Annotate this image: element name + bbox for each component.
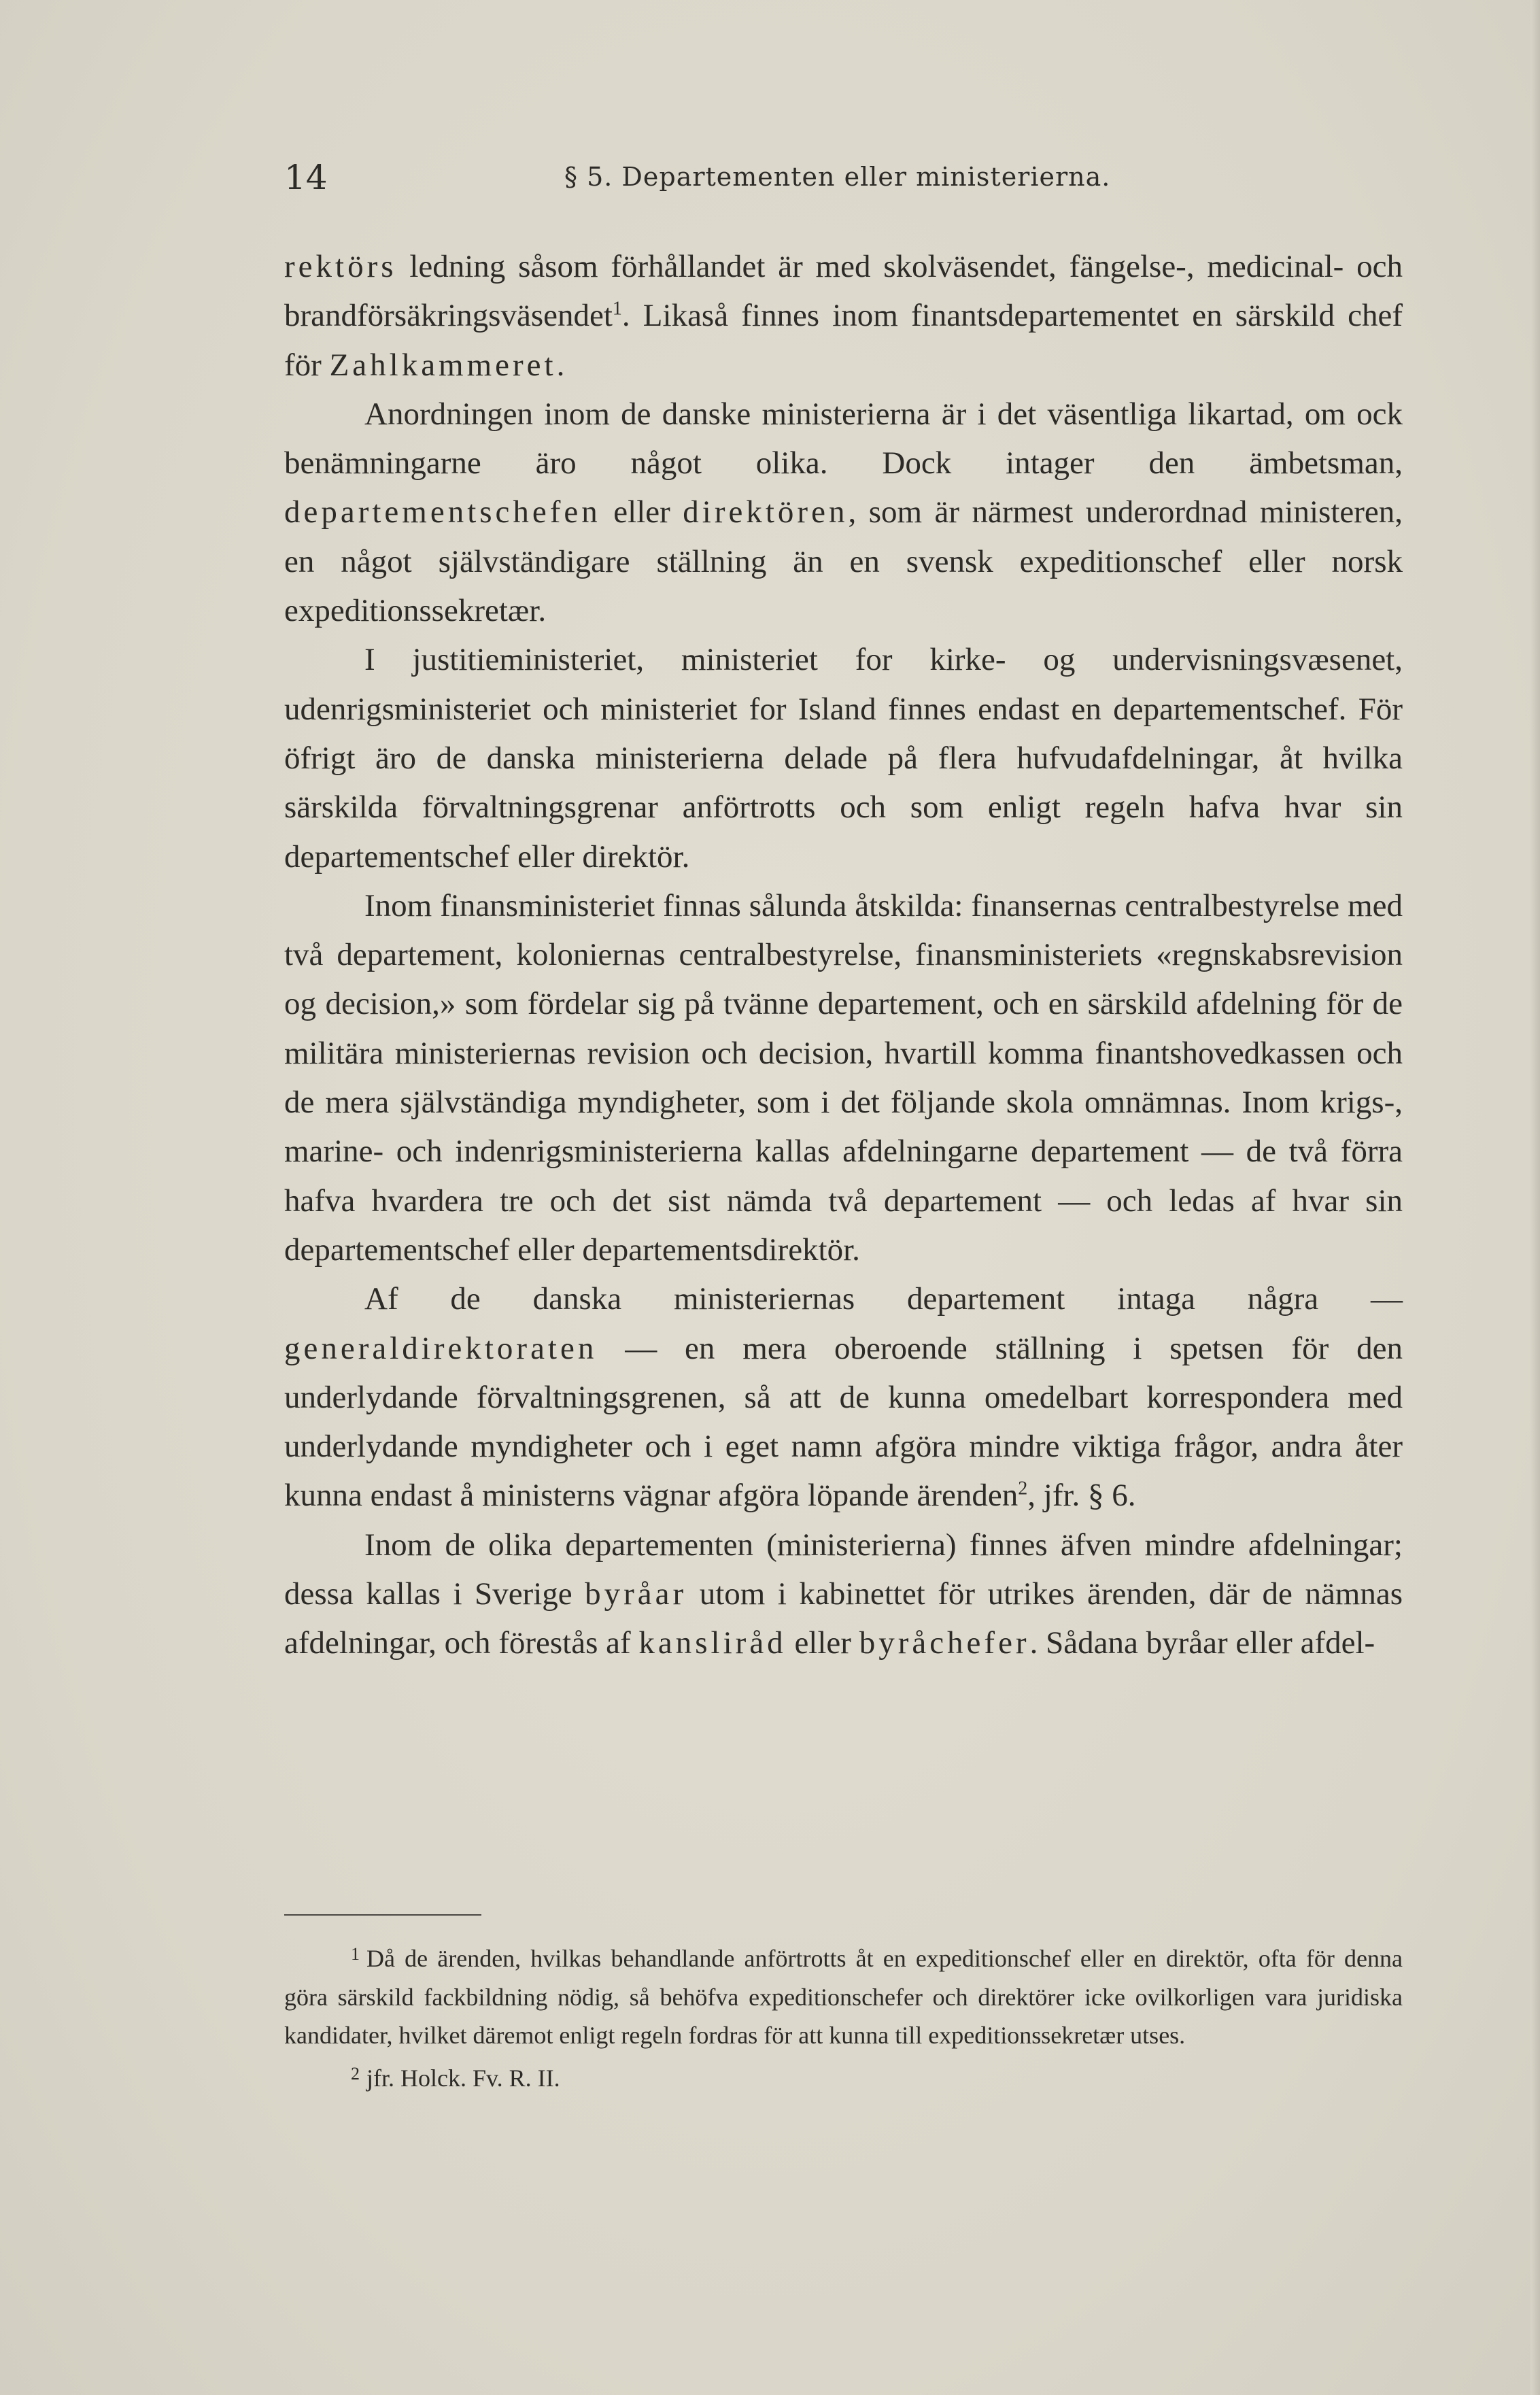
footnote-number: 2 xyxy=(351,2063,360,2084)
paragraph-3: I justitieministeriet, ministeriet for kirke- og undervisningsvæsenet, udenrigsministeriet och ministeriet for Island finnes endast en departementschef. För öfrigt äro de danska ministerierna delade på flera hufvudafdelningar, åt hvilka särskilda förvaltningsgrenar anförtrotts och som enligt regeln hafva hvar sin departementschef eller direktör. xyxy=(284,642,1403,874)
body-text xyxy=(284,242,1403,1668)
spaced-word: byråchefer xyxy=(859,1625,1030,1661)
footnote-1 xyxy=(284,1935,1403,2055)
text-run: eller xyxy=(600,494,683,530)
spaced-word: direktören xyxy=(683,494,849,530)
text-run: ledning såsom förhållandet är med skolväsendet, fängelse-, medicinal- och brandförsäkringsväsendet xyxy=(284,249,1403,334)
text-run: utom i kabinettet för utrikes ärenden, där de nämnas afdelningar, och förestås af xyxy=(284,1576,1403,1661)
paragraph-5 xyxy=(284,1274,1403,1520)
text-run: . Sådana byråar eller afdel- xyxy=(1029,1625,1375,1661)
footnote-text: Då de ärenden, hvilkas behandlande anförtrotts åt en expeditionschef eller en direktör, ofta för denna göra särskild fackbildning nödig, så behöfva expeditionschefer och direktörer icke ovilkorligen vara juridiska kandidater, hvilket däremot enligt regeln fordras för att kunna till expeditionssekretær utses. xyxy=(284,1945,1403,2049)
footnote-ref: 1 xyxy=(612,298,622,320)
page-number: 14 xyxy=(284,158,328,197)
text-run: Af de danska ministeriernas departement intaga några — xyxy=(364,1281,1403,1317)
spaced-word: kansliråd xyxy=(638,1625,787,1661)
footnote-text: jfr. Holck. Fv. R. II. xyxy=(366,2064,560,2092)
paragraph-2 xyxy=(284,390,1403,635)
footnote-number: 1 xyxy=(351,1944,360,1964)
text-run: Anordningen inom de danske ministerierna är i det väsentliga likartad, om ock benämningarne äro något olika. Dock intager den ämbetsman, xyxy=(284,396,1403,481)
spaced-word: generaldirektoraten xyxy=(284,1330,598,1366)
text-run: , jfr. § 6. xyxy=(1027,1478,1136,1514)
text-run: . Likaså finnes inom finantsdepartementet en särskild chef för xyxy=(284,298,1403,383)
paragraph-4: Inom finansministeriet finnas sålunda åtskilda: finansernas centralbestyrelse med två departement, koloniernas centralbestyrelse, finansministeriets «regnskabsrevision og decision,» som fördelar sig på tvänne departement, och en särskild afdelning för de militära ministeriernas revision och decision, hvartill komma finantshovedkassen och de mera självständiga myndigheter, som i det följande skola omnämnas. Inom krigs-, marine- och indenrigsministerierna kallas afdelningarne departement — de två förra hafva hvardera tre och det sist nämda två departement — och ledas af hvar sin departementschef eller departementsdirektör. xyxy=(284,887,1403,1268)
text-run: , som är närmest underordnad ministeren, en något självständigare ställning än en svensk expeditionschef eller norsk expeditionssekretær. xyxy=(284,494,1403,629)
spaced-word: Zahlkammeret xyxy=(329,347,557,383)
spaced-word: byråar xyxy=(585,1576,687,1612)
paragraph-1 xyxy=(284,242,1403,390)
paragraph-6 xyxy=(284,1521,1403,1668)
footnote-ref: 2 xyxy=(1018,1478,1028,1499)
text-run: . xyxy=(556,347,565,383)
footnote-2 xyxy=(284,2055,1403,2098)
footnotes xyxy=(284,1935,1403,2097)
text-run: — en mera oberoende ställning i spetsen för den underlydande förvaltningsgrenen, så att de kunna omedelbart korrespondera med underlydande myndigheter och i eget namn afgöra mindre viktiga frågor, andra åter kunna endast å ministerns vägnar afgöra löpande ärenden xyxy=(284,1330,1403,1514)
text-run: Inom de olika departementen (ministerierna) finnes äfven mindre afdelningar; dessa kallas i Sverige xyxy=(284,1527,1403,1612)
page-edge xyxy=(1530,0,1540,2395)
spaced-word: departementschefen xyxy=(284,494,601,530)
running-head xyxy=(284,158,1403,205)
spaced-word: rektörs xyxy=(284,249,397,284)
text-run: eller xyxy=(786,1625,859,1661)
running-title: § 5. Departementen eller ministerierna. xyxy=(564,162,1111,192)
footnote-divider xyxy=(284,1914,481,1916)
